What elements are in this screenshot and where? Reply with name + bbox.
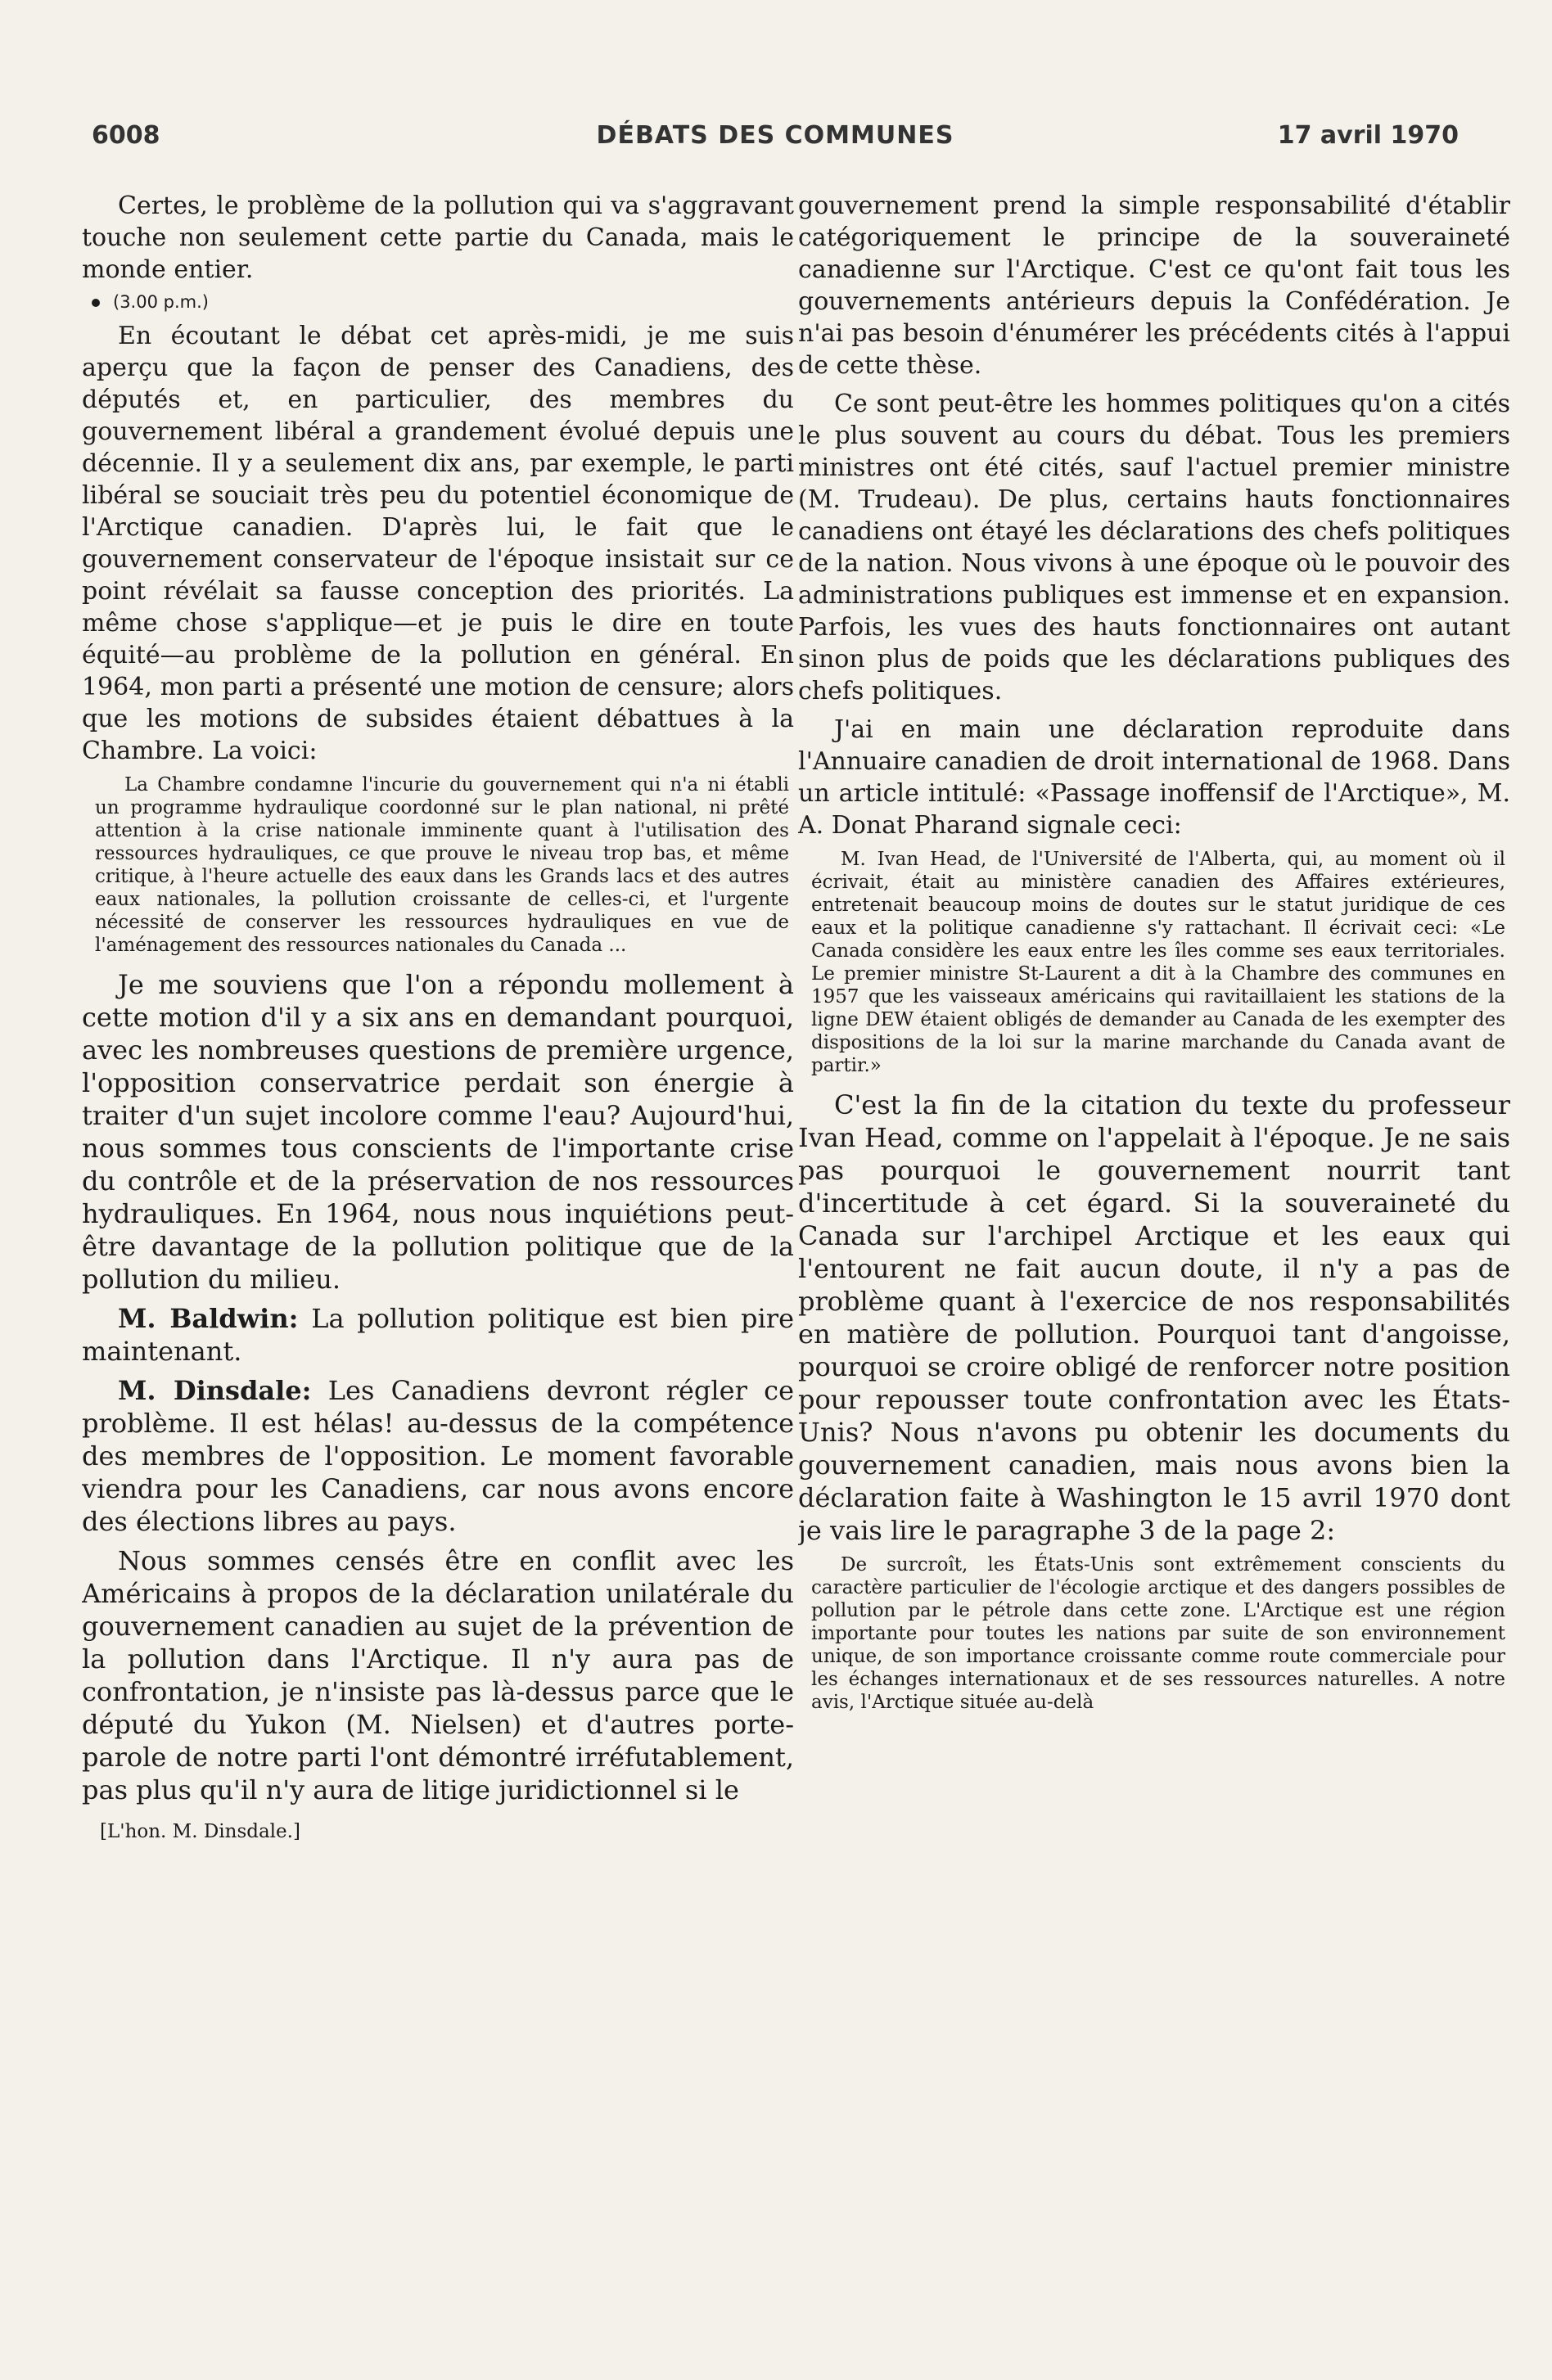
quoted-passage: M. Ivan Head, de l'Université de l'Alberta, qui, au moment où il écrivait, était au ministère canadien des Affaires extérieures, entretenait beaucoup moins de doutes sur le statut juridique de ces eaux et la politique canadienne s'y rattachant. Il écrivait ceci: «Le Canada considère les eaux entre les îles comme ses eaux territoriales. Le premier ministre St-Laurent a dit à la Chambre des communes en 1957 que les vaisseaux américains qui ravitaillaient les stations de la ligne DEW étaient obligés de demander au Canada de les exempter des dispositions de la loi sur la marine marchande du Canada avant de partir.» bbox=[811, 849, 1505, 1076]
speaker-attribution: [L'hon. M. Dinsdale.] bbox=[100, 1821, 300, 1842]
left-column bbox=[82, 190, 794, 2334]
paragraph: gouvernement prend la simple responsabilité d'établir catégoriquement le principe de la souveraineté canadienne sur l'Arctique. C'est ce qu'ont fait tous les gouvernements antérieurs depuis la Confédération. Je n'ai pas besoin d'énumérer les précédents cités à l'appui de cette thèse. bbox=[798, 192, 1510, 380]
bullet-icon bbox=[92, 299, 100, 307]
paragraph: Ce sont peut-être les hommes politiques qu'on a cités le plus souvent au cours du débat. Tous les premiers ministres ont été cités, sauf l'actuel premier ministre (M. Trudeau). De plus, certains hauts fonctionnaires canadiens ont étayé les déclarations des chefs politiques de la nation. Nous vivons à une époque où le pouvoir des administrations publiques est immense et en expansion. Parfois, les vues des hauts fonctionnaires ont autant sinon plus de poids que les déclarations publiques des chefs politiques. bbox=[798, 390, 1510, 705]
quoted-motion: La Chambre condamne l'incurie du gouvernement qui n'a ni établi un programme hydraulique coordonné sur le plan national, ni prêté attention à la crise nationale imminente quant à l'utilisation des ressources hydrauliques, ce que prouve le niveau trop bas, et même critique, à l'heure actuelle des eaux dans les Grands lacs et des autres eaux nationales, la pollution croissante de celles-ci, et l'urgente nécessité de conserver les ressources hydrauliques en vue de l'aménagement des ressources nationales du Canada ... bbox=[95, 774, 789, 956]
page-header bbox=[92, 121, 1459, 162]
paragraph: En écoutant le débat cet après-midi, je me suis aperçu que la façon de penser des Canadiens, des députés et, en particulier, des membres du gouvernement libéral a grandement évolué depuis une décennie. Il y a seulement dix ans, par exemple, le parti libéral se souciait très peu du potentiel économique de l'Arctique canadien. D'après lui, le fait que le gouvernement conservateur de l'époque insistait sur ce point révélait sa fausse conception des priorités. La même chose s'applique—et je puis le dire en toute équité—au problème de la pollution en général. En 1964, mon parti a présenté une motion de censure; alors que les motions de subsides étaient débattues à la Chambre. La voici: bbox=[82, 322, 794, 765]
speaker-name: M. Baldwin: bbox=[118, 1303, 299, 1334]
paragraph: Nous sommes censés être en conflit avec les Américains à propos de la déclaration unilatérale du gouvernement canadien au sujet de la prévention de la pollution dans l'Arctique. Il n'y aura pas de confrontation, je n'insiste pas là-dessus parce que le député du Yukon (M. Nielsen) et d'autres porte-parole de notre parti l'ont démontré irréfutablement, pas plus qu'il n'y aura de litige juridictionnel si le bbox=[82, 1545, 794, 1805]
speech-text: Les Canadiens devront régler ce problème. Il est hélas! au-dessus de la compétence des membres de l'opposition. Le moment favorable viendra pour les Canadiens, car nous avons encore des élections libres au pays. bbox=[82, 1375, 794, 1537]
speech-baldwin bbox=[82, 1302, 794, 1368]
publication-title: DÉBATS DES COMMUNES bbox=[596, 121, 954, 150]
time-label: (3.00 p.m.) bbox=[113, 292, 209, 312]
time-marker bbox=[92, 292, 794, 312]
quoted-declaration: De surcroît, les États-Unis sont extrêmement conscients du caractère particulier de l'écologie arctique et des dangers possibles de pollution par le pétrole dans cette zone. L'Arctique est une région importante pour toutes les nations par suite de son environnement unique, de son importance croissante comme route commerciale pour les échanges internationaux et de ses ressources naturelles. A notre avis, l'Arctique située au-delà bbox=[811, 1554, 1505, 1713]
paragraph: Je me souviens que l'on a répondu mollement à cette motion d'il y a six ans en demandant pourquoi, avec les nombreuses questions de première urgence, l'opposition conservatrice perdait son énergie à traiter d'un sujet incolore comme l'eau? Aujourd'hui, nous sommes tous conscients de l'importante crise du contrôle et de la préservation de nos ressources hydrauliques. En 1964, nous nous inquiétions peut-être davantage de la pollution politique que de la pollution du milieu. bbox=[82, 969, 794, 1295]
speech-text: La pollution politique est bien pire maintenant. bbox=[82, 1303, 794, 1367]
page-number: 6008 bbox=[92, 121, 160, 150]
paragraph: C'est la fin de la citation du texte du professeur Ivan Head, comme on l'appelait à l'époque. Je ne sais pas pourquoi le gouvernement nourrit tant d'incertitude à cet égard. Si la souveraineté du Canada sur l'archipel Arctique et les eaux qui l'entourent ne fait aucun doute, il n'y a pas de problème quant à l'exercice de nos responsabilités en matière de pollution. Pourquoi tant d'angoisse, pourquoi se croire obligé de renforcer notre position pour repousser toute confrontation avec les États-Unis? Nous n'avons pu obtenir les documents du gouvernement canadien, mais nous avons bien la déclaration faite à Washington le 15 avril 1970 dont je vais lire le paragraphe 3 de la page 2: bbox=[798, 1089, 1510, 1546]
speech-dinsdale bbox=[82, 1374, 794, 1538]
paragraph: J'ai en main une déclaration reproduite dans l'Annuaire canadien de droit international de 1968. Dans un article intitulé: «Passage inoffensif de l'Arctique», M. A. Donat Pharand signale ceci: bbox=[798, 715, 1510, 840]
paragraph: Certes, le problème de la pollution qui va s'aggravant touche non seulement cette partie du Canada, mais le monde entier. bbox=[82, 192, 794, 284]
page-date: 17 avril 1970 bbox=[1277, 121, 1459, 150]
right-column bbox=[798, 190, 1510, 2334]
speaker-name: M. Dinsdale: bbox=[118, 1375, 312, 1406]
